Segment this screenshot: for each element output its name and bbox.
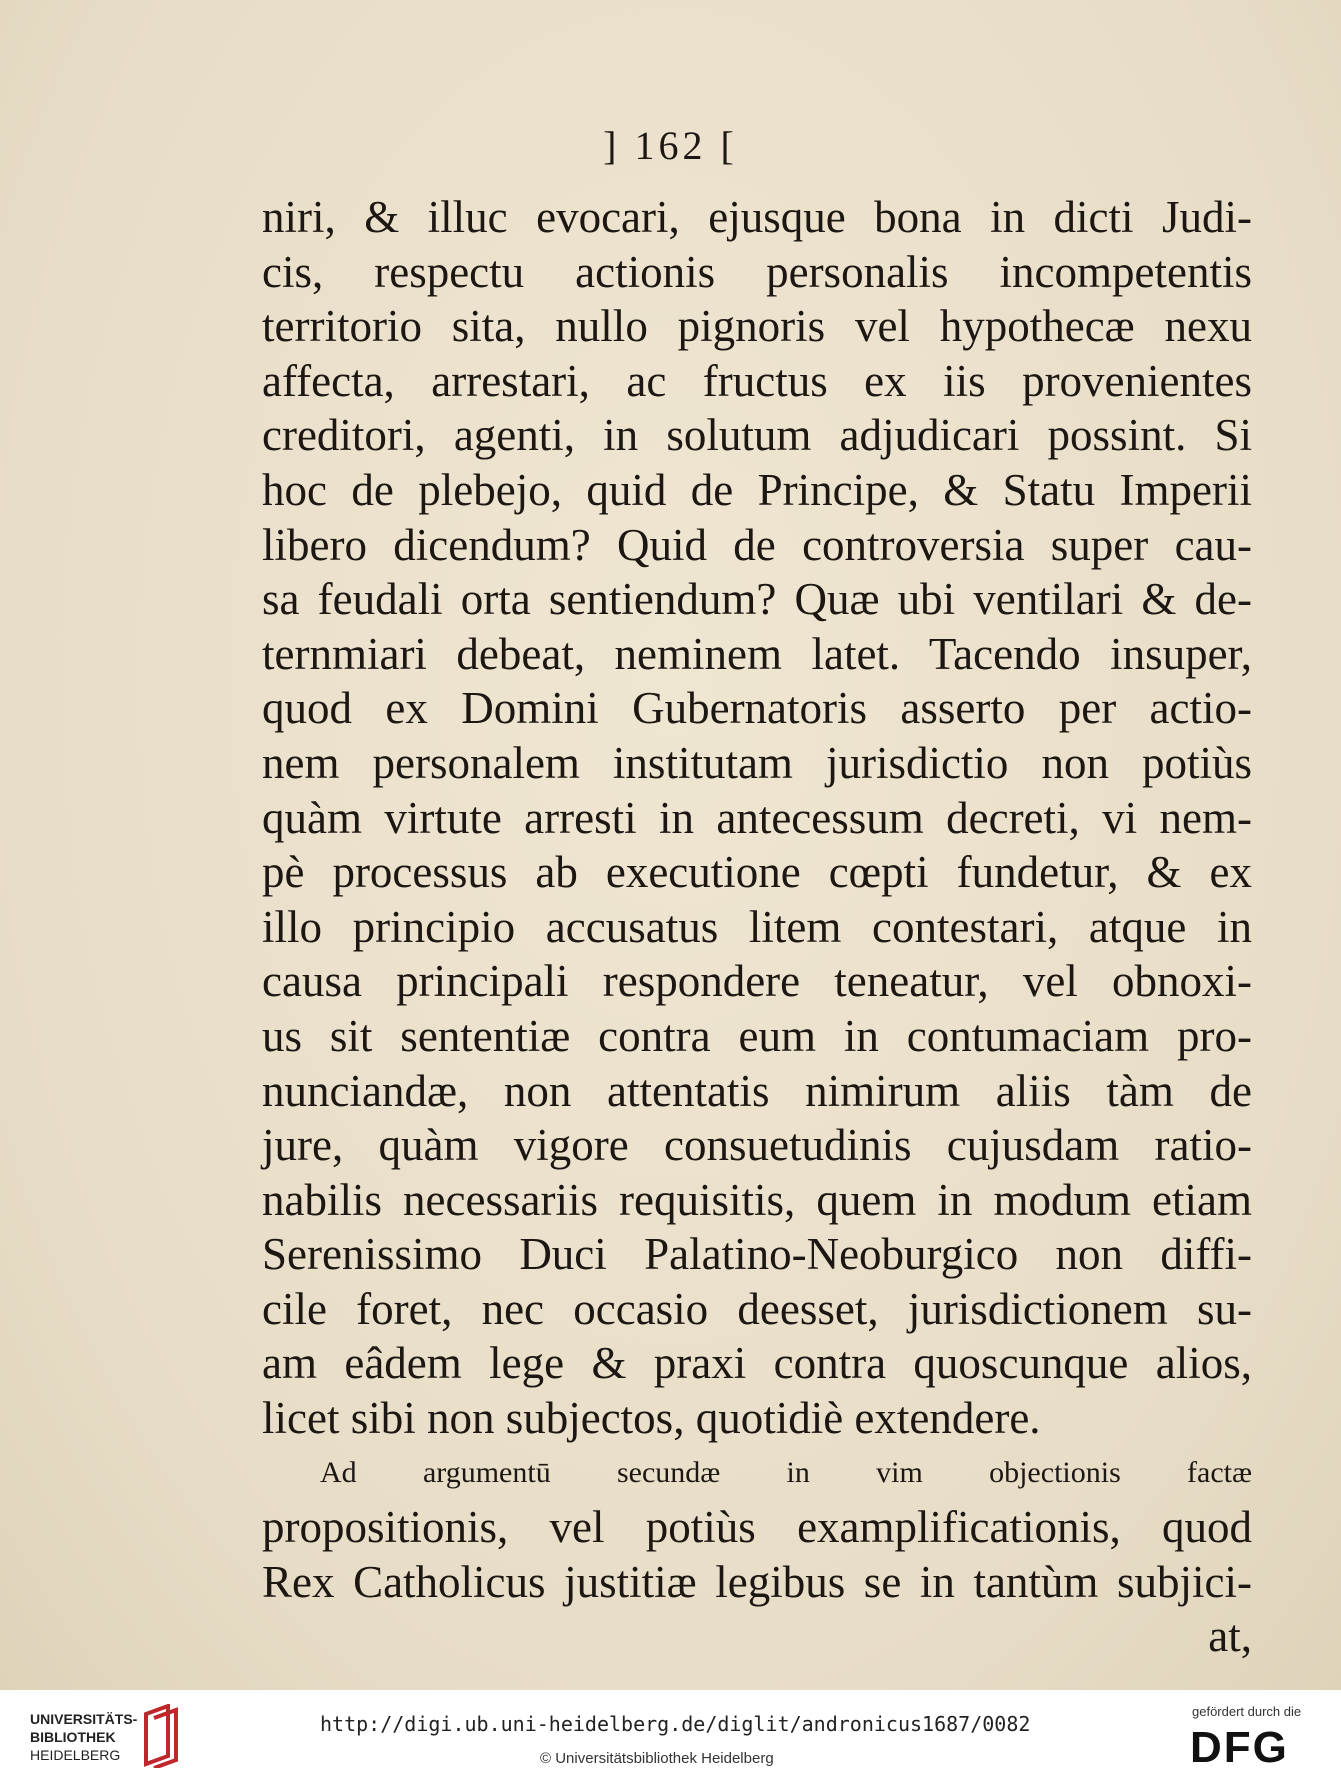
text-line: libero dicendum? Quid de controversia super cau- (262, 519, 1252, 570)
copyright-notice: © Universitätsbibliothek Heidelberg (540, 1750, 774, 1767)
text-line: causa principali respondere teneatur, vel obnoxi- (262, 956, 1252, 1007)
text-line: pè processus ab executione cœpti fundetur, & ex (262, 847, 1252, 898)
text-line: propositionis, vel potiùs examplificationis, quod (262, 1502, 1252, 1553)
text-line: jure, quàm vigore consuetudinis cujusdam ratio- (262, 1120, 1252, 1171)
library-name-line: HEIDELBERG (30, 1747, 121, 1763)
text-line: niri, & illuc evocari, ejusque bona in dicti Judi- (262, 192, 1252, 242)
text-line: ternmiari debeat, neminem latet. Tacendo insuper, (262, 628, 1252, 679)
text-line: licet sibi non subjectos, quotidiè extendere. (262, 1393, 1041, 1444)
text-line: cile foret, nec occasio deesset, jurisdictionem su- (262, 1283, 1252, 1334)
text-line: Ad argumentū secundæ in vim objectionis factæ (320, 1455, 1252, 1489)
text-line: affecta, arrestari, ac fructus ex iis provenientes (262, 355, 1252, 406)
page-body-text (262, 190, 1252, 1664)
text-line: quàm virtute arresti in antecessum decreti, vi nem- (262, 792, 1252, 843)
text-line: creditori, agenti, in solutum adjudicari possint. Si (262, 410, 1252, 461)
text-line: cis, respectu actionis personalis incompetentis (262, 246, 1252, 297)
text-line: sa feudali orta sentiendum? Quæ ubi ventilari & de- (262, 574, 1252, 625)
funding-note: gefördert durch die (1192, 1704, 1302, 1719)
text-line: territorio sita, nullo pignoris vel hypothecæ nexu (262, 301, 1252, 352)
permalink-url[interactable]: http://digi.ub.uni-heidelberg.de/diglit/andronicus1687/0082 (320, 1712, 1031, 1736)
text-line: quod ex Domini Gubernatoris asserto per actio- (262, 683, 1252, 734)
library-name-line: BIBLIOTHEK (30, 1729, 116, 1745)
text-line: nabilis necessariis requisitis, quem in modum etiam (262, 1174, 1252, 1225)
text-line: nunciandæ, non attentatis nimirum aliis tàm de (262, 1065, 1252, 1116)
library-name-line: UNIVERSITÄTS- (30, 1711, 138, 1727)
text-line: us sit sententiæ contra eum in contumaciam pro- (262, 1010, 1252, 1061)
text-line: Rex Catholicus justitiæ legibus se in tantùm subjici- (262, 1556, 1252, 1607)
text-line: hoc de plebejo, quid de Principe, & Statu Imperii (262, 464, 1252, 515)
dfg-logo: DFG (1190, 1723, 1289, 1772)
library-logo-icon (138, 1704, 188, 1768)
viewer-footer (0, 1690, 1341, 1784)
catchword: at, (1208, 1611, 1252, 1662)
text-line: am eâdem lege & praxi contra quoscunque alios, (262, 1338, 1252, 1389)
text-line: nem personalem institutam jurisdictio non potiùs (262, 737, 1252, 788)
page-number-header: ] 162 [ (603, 123, 738, 168)
text-line: illo principio accusatus litem contestari, atque in (262, 901, 1252, 952)
library-name (30, 1710, 137, 1764)
text-line: Serenissimo Duci Palatino-Neoburgico non diffi- (262, 1229, 1252, 1280)
